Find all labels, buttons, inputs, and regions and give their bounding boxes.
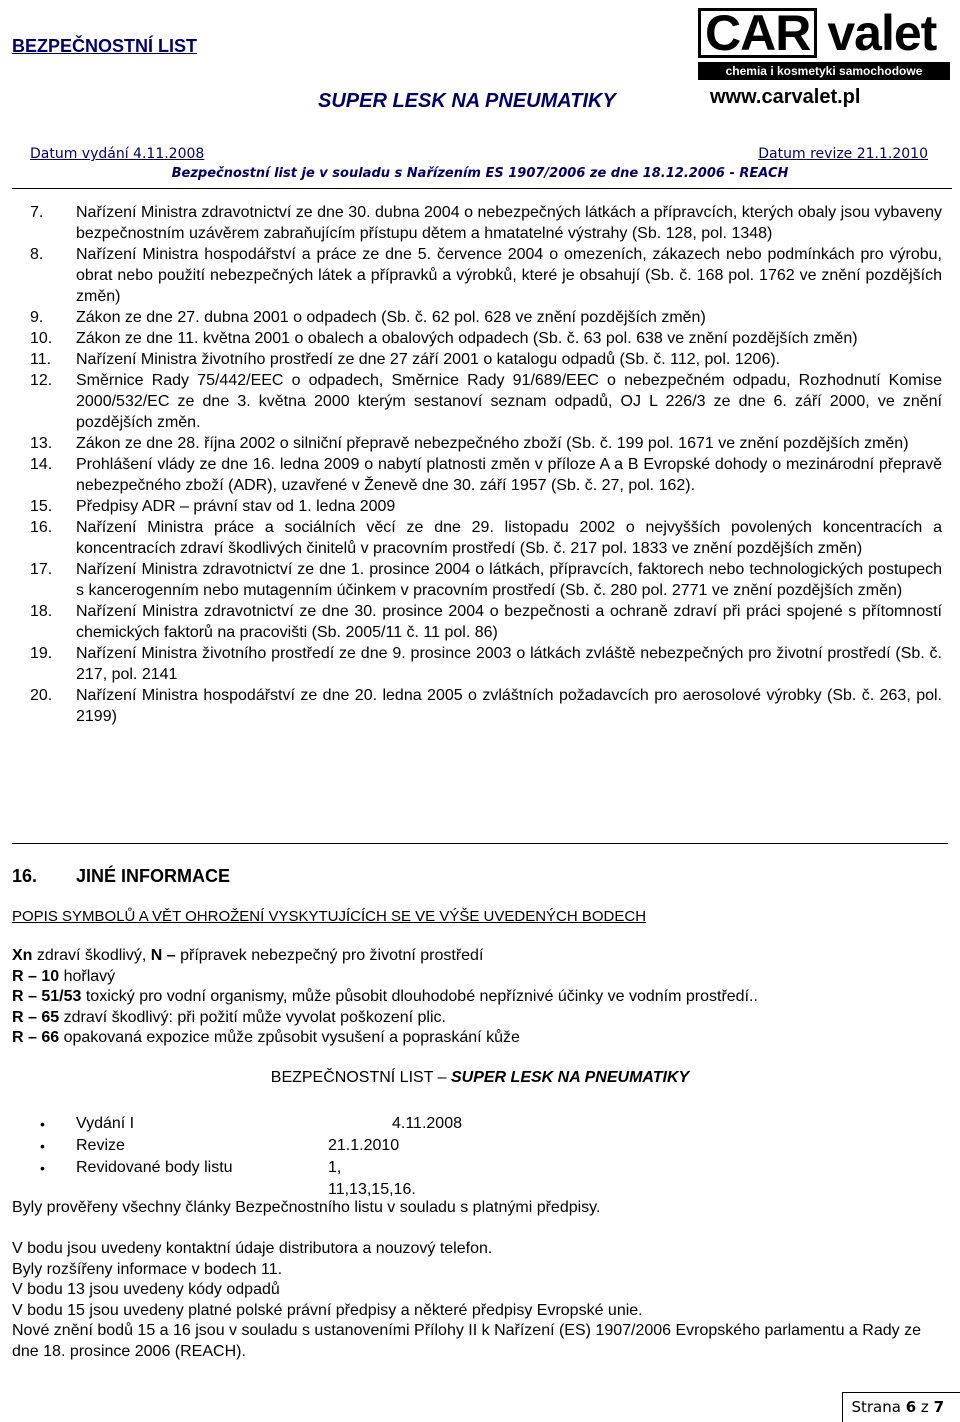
symbol-row — [12, 987, 758, 1008]
list-item — [30, 685, 942, 727]
symbol-row: Xn zdraví škodlivý, N – přípravek nebezpečný pro životní prostředí — [12, 947, 484, 964]
ds-prefix: BEZPEČNOSTNÍ LIST – — [270, 1069, 451, 1086]
item-number: 8. — [30, 246, 44, 263]
item-text: Nařízení Ministra životního prostředí ze dne 27 září 2001 o katalogu odpadů (Sb. č. 112, pol. 1206). — [76, 351, 781, 368]
item-text: Nařízení Ministra zdravotnictví ze dne 1. prosince 2004 o látkách, přípravcích, faktorech nebo technologických postupech s kancerogenním nebo mutagenním účinkem v pracovním prostředí (Sb. č. 280 pol. 2771 ve znění pozdějších změn) — [76, 561, 942, 599]
section-heading — [12, 866, 230, 887]
legal-references-list — [30, 202, 942, 727]
list-item — [30, 454, 942, 496]
hazard-symbols-list — [12, 946, 758, 1049]
list-item — [30, 496, 942, 517]
item-text: Předpisy ADR – právní stav od 1. ledna 2009 — [76, 498, 396, 515]
product-title: SUPER LESK NA PNEUMATIKY — [318, 90, 616, 112]
item-number: 11. — [30, 351, 52, 368]
item-number: 14. — [30, 456, 53, 473]
section-title: JINÉ INFORMACE — [76, 866, 231, 886]
list-item — [30, 517, 942, 559]
item-number: 20. — [30, 687, 53, 704]
symbol-code: N — [150, 947, 163, 964]
item-number: 13. — [30, 435, 53, 452]
revision-info-list — [40, 1113, 462, 1198]
revision-date: Datum revize 21.1.2010 — [758, 146, 928, 162]
item-text: Nařízení Ministra práce a sociálních věcí ze dne 29. listopadu 2002 o nejvyšších povolených koncentracích a koncentracích zdraví škodlivých činitelů v pracovním prostředí (Sb. č. 217 pol. 1833 ve znění pozdějších změn) — [76, 519, 942, 557]
section-divider — [12, 843, 948, 844]
item-number: 17. — [30, 561, 53, 578]
note-line: V bodu 15 jsou uvedeny platné polské právní předpisy a některé předpisy Evropské unie. — [12, 1301, 643, 1319]
item-text: Zákon ze dne 28. října 2002 o silniční přepravě nebezpečného zboží (Sb. č. 199 pol. 1671 ve znění pozdějších změn) — [76, 435, 909, 452]
symbol-code: R – 65 — [12, 1008, 60, 1026]
bullet-value: 1, 11,13,15,16. — [328, 1159, 416, 1198]
item-number: 10. — [30, 330, 53, 347]
item-text: Zákon ze dne 27. dubna 2001 o odpadech (Sb. č. 62 pol. 628 ve znění pozdějších změn) — [76, 309, 706, 326]
symbol-row — [12, 1008, 758, 1029]
symbol-text: toxický pro vodní organismy, může působit dlouhodobé nepříznivé účinky ve vodním prostředí.. — [85, 988, 758, 1005]
ds-product: SUPER LESK NA PNEUMATIKY — [450, 1069, 690, 1086]
symbol-text: zdraví škodlivý, — [36, 947, 147, 964]
symbol-code: R – 10 — [12, 967, 60, 985]
note-line: Byly rozšířeny informace v bodech 11. — [12, 1260, 283, 1278]
page-number — [851, 1398, 944, 1416]
bullet-label: Revidované body listu — [76, 1159, 233, 1176]
note-line: Nové znění bodů 15 a 16 jsou v souladu s ustanoveními Přílohy II k Nařízení (ES) 1907/2006 Evropského parlamentu a Rady ze dne 18. prosince 2006 (REACH). — [12, 1322, 921, 1360]
page-current: 6 — [905, 1398, 917, 1416]
symbol-row — [12, 967, 758, 988]
safety-sheet-product-line — [0, 1069, 960, 1087]
symbol-code: R – 51/53 — [12, 988, 82, 1005]
list-item — [30, 559, 942, 601]
list-item — [30, 601, 942, 643]
symbol-text: přípravek nebezpečný pro životní prostředí — [180, 947, 484, 964]
item-text: Nařízení Ministra životního prostředí ze dne 9. prosince 2003 o látkách zvláště nebezpečných pro životní prostředí (Sb. č. 217, pol. 2141 — [76, 645, 942, 683]
carvalet-logo — [698, 6, 956, 109]
bullet-value: 21.1.2010 — [328, 1137, 400, 1154]
list-item — [30, 349, 942, 370]
item-number: 16. — [30, 519, 53, 536]
item-text: Směrnice Rady 75/442/EEC o odpadech, Směrnice Rady 91/689/EEC o nebezpečném odpadu, Rozhodnutí Komise 2000/532/EC ze dne 3. května 2000 kterým sestanoví seznam odpadů, OJ L 226/3 ze dne 6. září 2000, ve znění pozdějších změn. — [76, 372, 942, 431]
item-text: Nařízení Ministra zdravotnictví ze dne 30. prosince 2004 o bezpečnosti a ochraně zdraví při práci spojené s přítomností chemických faktorů na pracovišti (Sb. 2005/11 č. 11 pol. 86) — [76, 603, 942, 641]
list-item — [30, 244, 942, 307]
page-total: 7 — [933, 1398, 944, 1416]
note-line: V bodu 13 jsou uvedeny kódy odpadů — [12, 1281, 280, 1298]
list-item — [40, 1135, 400, 1157]
header-divider — [12, 188, 952, 189]
item-number: 9. — [30, 309, 44, 326]
verification-note: Byly prověřeny všechny články Bezpečnostního listu v souladu s platnými předpisy. — [12, 1199, 601, 1216]
bullet-value: 4.11.2008 — [392, 1115, 462, 1132]
list-item — [30, 202, 942, 244]
item-number: 18. — [30, 603, 53, 620]
logo-car-text: CAR — [698, 8, 817, 58]
page-prefix: Strana — [851, 1398, 901, 1416]
page-separator: z — [920, 1398, 929, 1416]
logo-url: www.carvalet.pl — [710, 86, 861, 108]
item-number: 7. — [30, 204, 44, 221]
list-item — [30, 643, 942, 685]
symbol-code: Xn — [12, 947, 33, 964]
item-text: Nařízení Ministra zdravotnictví ze dne 30. dubna 2004 o nebezpečných látkách a přípravcích, kterých obaly jsou vybaveny bezpečnostním uzávěrem zabraňujícím přístupu dětem a hmatatelné výstrahy (Sb. 128, pol. 1348) — [76, 204, 942, 242]
logo-wordmark — [698, 5, 956, 61]
symbol-text: zdraví škodlivý: při požití může vyvolat poškození plic. — [63, 1008, 446, 1026]
item-text: Zákon ze dne 11. května 2001 o obalech a obalových odpadech (Sb. č. 63 pol. 638 ve znění pozdějších změn) — [76, 330, 858, 347]
symbols-heading: POPIS SYMBOLŮ A VĚT OHROŽENÍ VYSKYTUJÍCÍCH SE VE VÝŠE UVEDENÝCH BODECH — [12, 908, 647, 925]
item-number: 19. — [30, 645, 53, 662]
reach-compliance-note: Bezpečnostní list je v souladu s Nařízením ES 1907/2006 ze dne 18.12.2006 - REACH — [171, 166, 789, 181]
list-item — [30, 370, 942, 433]
list-item — [30, 307, 942, 328]
list-item — [30, 328, 942, 349]
symbol-text: opakovaná expozice může způsobit vysušení a popraskání kůže — [63, 1029, 520, 1046]
section-number: 16. — [12, 866, 38, 886]
item-number: 15. — [30, 498, 53, 515]
issue-date: Datum vydání 4.11.2008 — [30, 146, 205, 162]
list-item — [40, 1113, 462, 1135]
item-text: Nařízení Ministra hospodářství a práce ze dne 5. července 2004 o omezeních, zákazech nebo podmínkách pro výrobu, obrat nebo použití nebezpečných látek a přípravků a výrobků, které je obsahují (Sb. č. 168 pol. 1762 ve znění pozdějších změn) — [76, 246, 942, 305]
note-line: V bodu jsou uvedeny kontaktní údaje distributora a nouzový telefon. — [12, 1240, 493, 1257]
bullet-label: Revize — [76, 1137, 125, 1154]
list-item — [30, 433, 942, 454]
item-number: 12. — [30, 372, 53, 389]
symbol-row — [12, 1028, 758, 1049]
change-notes — [12, 1239, 948, 1362]
item-text: Prohlášení vlády ze dne 16. ledna 2009 o nabytí platnosti změn v příloze A a B Evropské dohody o mezinárodní přepravě nebezpečného zboží (ADR), uzavřené v Ženevě dne 30. září 1957 (Sb. č. 27, pol. 162). — [76, 456, 942, 494]
logo-valet-text: valet — [827, 5, 937, 61]
list-item — [40, 1157, 416, 1198]
symbol-code: R – 66 — [12, 1029, 60, 1046]
item-text: Nařízení Ministra hospodářství ze dne 20. ledna 2005 o zvláštních požadavcích pro aerosolové výrobky (Sb. č. 263, pol. 2199) — [76, 687, 942, 725]
symbol-text: hořlavý — [63, 967, 116, 985]
logo-tagline: chemia i kosmetyki samochodowe — [698, 62, 950, 80]
bullet-label: Vydání I — [76, 1115, 135, 1132]
doc-title: BEZPEČNOSTNÍ LIST — [12, 36, 198, 56]
